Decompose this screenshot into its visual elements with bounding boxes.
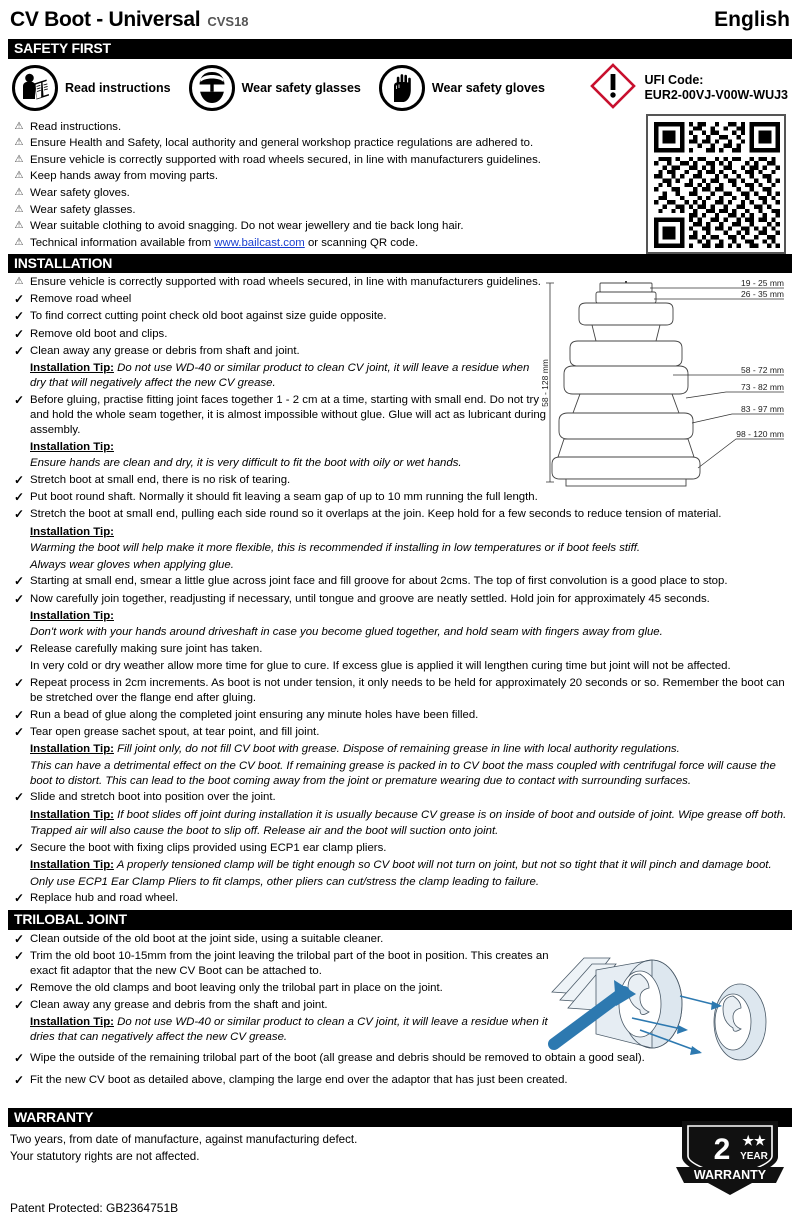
check-icon: ✓ — [13, 642, 25, 657]
section-header-warranty: WARRANTY — [8, 1108, 792, 1128]
list-item — [8, 203, 648, 218]
step-text: Clean outside of the old boot at the joint side, using a suitable cleaner. — [30, 932, 384, 945]
list-item — [8, 790, 796, 806]
step-text: Wipe the outside of the remaining trilobal part of the boot (all grease and debris should be removed to obtain a good seal). — [30, 1052, 645, 1065]
installation-list-upper — [8, 275, 548, 359]
tech-info-suffix: or scanning QR code. — [304, 236, 419, 249]
list-item — [8, 186, 648, 201]
check-icon: ✓ — [13, 707, 25, 722]
step-text: Clean away any grease and debris from the shaft and joint. — [30, 999, 328, 1012]
tip-body: Trapped air will also cause the boot to slip off. Release air and the boot will suction onto joint. — [30, 825, 499, 838]
check-icon: ✓ — [13, 1051, 25, 1066]
step-text: Remove the old clamps and boot leaving only the trilobal part in place on the joint. — [30, 981, 443, 994]
title-group — [10, 8, 249, 32]
safety-pictogram-label: Wear safety gloves — [431, 81, 545, 96]
check-icon: ✓ — [13, 489, 25, 504]
check-icon: ✓ — [13, 472, 25, 487]
safety-item-text: Wear safety gloves. — [30, 186, 130, 199]
step-text: Repeat process in 2cm increments. As boot is not under tension, it only needs to be held for approximately 20 seconds or so. Remember the boot can be stretched over the flange end after gluing. — [30, 676, 785, 704]
tip-body: A properly tensioned clamp will be tight enough so CV boot will not turn on joint, but not so tight that it will pinch and damage boot. — [113, 859, 772, 872]
list-item — [8, 136, 648, 151]
installation-tip — [8, 361, 548, 391]
installation-list-g — [8, 891, 796, 907]
step-text: Before gluing, practise fitting joint faces together 1 - 2 cm at a time, starting with small end. Do not try and hold the whole seam together, it is almost impossible without glue. Glue will act as lubricant during assembly. — [30, 393, 547, 437]
installation-tip — [8, 808, 796, 823]
tip-body: Do not use WD-40 or similar product to clean a CV joint, it will leave a residue when it dries that can negatively affect the new CV grease. — [30, 1016, 548, 1044]
installation-tip — [8, 440, 548, 455]
list-item — [8, 725, 796, 741]
read-instructions-icon — [12, 65, 58, 111]
step-text: Remove old boot and clips. — [30, 327, 168, 340]
check-icon: ✓ — [13, 392, 25, 407]
list-item — [8, 120, 648, 135]
check-icon: ✓ — [13, 998, 25, 1013]
safety-pictogram-label: Wear safety glasses — [241, 81, 361, 96]
tip-label: Installation Tip: — [30, 859, 114, 872]
ufi-code-label: UFI Code: — [644, 72, 704, 87]
installation-list-f — [8, 841, 796, 857]
ufi-code-value: EUR2-00VJ-V00W-WUJ3 — [644, 88, 788, 103]
check-icon: ✓ — [13, 507, 25, 522]
step-text: Clean away any grease or debris from shaft and joint. — [30, 345, 300, 357]
safety-pictogram-glasses — [189, 65, 361, 111]
section-header-installation: INSTALLATION — [8, 254, 792, 274]
qr-code — [646, 114, 786, 254]
exclamation-hazard-icon — [590, 63, 636, 114]
list-item — [8, 708, 796, 724]
check-icon: ✓ — [13, 949, 25, 964]
size-guide-diameter-label: 58 - 72 mm — [741, 365, 784, 376]
warning-triangle-icon: ⚠ — [14, 120, 24, 132]
step-text: Trim the old boot 10-15mm from the joint leaving the trilobal part of the boot in position. This creates an exact fit adaptor that the new CV Boot can be attached to. — [30, 950, 549, 978]
check-icon: ✓ — [13, 790, 25, 805]
list-item — [8, 169, 648, 184]
svg-text:★★: ★★ — [742, 1133, 766, 1148]
check-icon: ✓ — [13, 675, 25, 690]
list-item — [8, 292, 548, 308]
step-text: Remove road wheel — [30, 293, 132, 306]
list-item — [8, 642, 796, 658]
list-item — [8, 981, 553, 997]
warning-triangle-icon: ⚠ — [14, 236, 24, 248]
check-icon: ✓ — [13, 344, 25, 358]
tip-label: Installation Tip: — [30, 808, 114, 821]
step-text: Release carefully making sure joint has taken. — [30, 643, 263, 656]
step-text: Secure the boot with fixing clips provided using ECP1 ear clamp pliers. — [30, 841, 387, 854]
safety-pictogram-label: Read instructions — [65, 81, 171, 96]
patent-notice: Patent Protected: GB2364751B — [10, 1201, 179, 1215]
safety-item-text: Wear safety glasses. — [30, 203, 136, 216]
list-item — [8, 490, 796, 506]
installation-list-c — [8, 642, 796, 658]
safety-item-text: Ensure Health and Safety, local authority and general workshop practice regulations are adhered to. — [30, 137, 534, 150]
list-item — [8, 592, 796, 608]
check-icon: ✓ — [13, 591, 25, 606]
step-text: Slide and stretch boot into position over the joint. — [30, 791, 276, 804]
check-icon: ✓ — [13, 309, 25, 324]
size-guide-diagram — [540, 275, 792, 490]
tech-info-text — [30, 236, 648, 251]
list-item — [8, 507, 796, 523]
list-item — [8, 344, 548, 360]
warranty-line-2: Your statutory rights are not affected. — [10, 1150, 200, 1164]
warranty-badge-year: YEAR — [740, 1151, 768, 1162]
trilobal-joint-diagram — [540, 936, 790, 1071]
safety-glasses-icon — [189, 65, 235, 111]
trilobal-steps-upper — [8, 932, 553, 1046]
safety-gloves-icon — [379, 65, 425, 111]
size-guide-diameter-label: 73 - 82 mm — [741, 382, 784, 393]
warranty-badge-number: 2 — [713, 1133, 731, 1166]
tip-body: If boot slides off joint during installation it is usually because CV grease is on inside of boot and outside of joint. Wipe grease off both. — [113, 808, 787, 821]
tip-body: Ensure hands are clean and dry, it is very difficult to fit the boot with oily or wet hands. — [30, 457, 462, 470]
tip-label: Installation Tip: — [30, 362, 114, 375]
check-icon: ✓ — [13, 891, 25, 906]
installation-tip — [8, 1015, 553, 1045]
check-icon: ✓ — [13, 931, 25, 946]
warning-triangle-icon: ⚠ — [14, 153, 24, 165]
installation-list-e — [8, 790, 796, 806]
tip-body: This can have a detrimental effect on the CV boot. If remaining grease is packed in to CV boot the mass coupled with centrifugal force will cause the boot to distort. This can lead to the boot coming away from the joint or premature wearing due to contact with surrounding surfaces. — [30, 759, 776, 787]
safety-item-text: Read instructions. — [30, 120, 122, 133]
check-icon: ✓ — [13, 724, 25, 739]
list-item — [8, 574, 796, 590]
tip-body: Do not use WD-40 or similar product to clean CV joint, it will leave a residue when dry that will negatively affect the new CV grease. — [30, 362, 530, 390]
size-guide-diameter-label: 26 - 35 mm — [741, 289, 784, 300]
warning-triangle-icon: ⚠ — [14, 170, 24, 182]
step-text: Run a bead of glue along the completed joint ensuring any minute holes have been filled. — [30, 708, 479, 721]
warranty-badge — [674, 1117, 786, 1195]
installation-steps-upper — [8, 275, 548, 488]
ufi-code-text — [644, 73, 788, 104]
list-item — [8, 998, 553, 1014]
tip-body: Warming the boot will help make it more flexible, this is recommended if installing in low temperatures or if boot feels stiff. — [30, 542, 641, 555]
check-icon: ✓ — [13, 1073, 25, 1088]
product-code: CVS18 — [207, 14, 249, 29]
safety-pictogram-read-instructions — [12, 65, 171, 111]
tip-label: Installation Tip: — [30, 440, 114, 453]
trilobal-list-upper — [8, 932, 553, 1014]
warning-triangle-icon: ⚠ — [14, 137, 24, 149]
warning-triangle-icon: ⚠ — [14, 276, 24, 288]
tip-label: Installation Tip: — [30, 525, 114, 538]
tip-body: Don't work with your hands around driveshaft in case you become glued together, and hold seam with fingers away from glue. — [30, 626, 663, 639]
tip-body: Only use ECP1 Ear Clamp Pliers to fit clamps, other pliers can cut/stress the clamp leading to failure. — [30, 875, 539, 888]
document-header — [8, 6, 792, 36]
list-item — [8, 309, 548, 325]
warranty-badge-word: WARRANTY — [693, 1168, 767, 1182]
installation-list-upper-3 — [8, 473, 548, 489]
list-item — [8, 932, 553, 948]
list-item — [8, 236, 648, 251]
size-guide-diameter-label: 83 - 97 mm — [741, 404, 784, 415]
check-icon: ✓ — [13, 292, 25, 307]
safety-item-text: Ensure vehicle is correctly supported with road wheels secured, in line with manufacturers guidelines. — [30, 153, 541, 166]
tip-label: Installation Tip: — [30, 743, 114, 756]
warning-triangle-icon: ⚠ — [14, 186, 24, 198]
section-header-safety: SAFETY FIRST — [8, 39, 792, 59]
step-text: Stretch boot at small end, there is no risk of tearing. — [30, 473, 291, 486]
page-title: CV Boot - Universal — [10, 8, 201, 31]
size-guide-diameter-label: 98 - 120 mm — [736, 429, 784, 440]
installation-list-d — [8, 676, 796, 741]
list-item — [8, 473, 548, 489]
installation-tip — [8, 609, 796, 624]
tip-body: Fill joint only, do not fill CV boot with grease. Dispose of remaining grease in line with local authority regulations. — [113, 743, 680, 756]
step-text: Fit the new CV boot as detailed above, clamping the large end over the adaptor that has just been created. — [30, 1074, 568, 1087]
step-text: Tear open grease sachet spout, at tear point, and fill joint. — [30, 725, 320, 738]
step-text: Starting at small end, smear a little glue across joint face and fill groove for about 2cms. The top of first convolution is a good place to stop. — [30, 575, 728, 588]
installation-list-b — [8, 574, 796, 607]
size-guide-diameter-label: 19 - 25 mm — [741, 278, 784, 289]
size-guide-height-label: 58 - 128 mm — [540, 359, 550, 408]
installation-list-upper-2 — [8, 393, 548, 438]
check-icon: ✓ — [13, 980, 25, 995]
installation-tip — [8, 858, 796, 873]
ufi-code-block — [590, 63, 788, 114]
installation-steps-lower — [8, 490, 796, 907]
tip-label: Installation Tip: — [30, 1016, 114, 1029]
warning-triangle-icon: ⚠ — [14, 220, 24, 232]
installation-tip — [8, 525, 796, 540]
language-label: English — [714, 8, 790, 31]
safety-bullet-list — [8, 120, 648, 251]
list-item — [8, 219, 648, 234]
safety-pictogram-gloves — [379, 65, 545, 111]
step-text: Put boot round shaft. Normally it should fit leaving a seam gap of up to 10 mm running the full length. — [30, 490, 538, 503]
step-text: Replace hub and road wheel. — [30, 892, 179, 905]
list-item — [8, 676, 796, 706]
list-item — [8, 275, 548, 290]
safety-item-text: Keep hands away from moving parts. — [30, 170, 219, 183]
tip-label: Installation Tip: — [30, 609, 114, 622]
warranty-line-1: Two years, from date of manufacture, against manufacturing defect. — [10, 1133, 358, 1147]
list-item — [8, 841, 796, 857]
step-text: Stretch the boot at small end, pulling each side round so it overlaps at the join. Keep hold for a few seconds to reduce tension of material. — [30, 508, 722, 521]
warning-triangle-icon: ⚠ — [14, 203, 24, 215]
step-text: Now carefully join together, readjusting if necessary, until tongue and groove are neatly settled. Hold join for approximately 45 seconds. — [30, 592, 710, 605]
trilobal-section — [8, 932, 792, 1089]
bailcast-website-link[interactable]: www.bailcast.com — [214, 236, 305, 249]
check-icon: ✓ — [13, 840, 25, 855]
safety-pictogram-row — [8, 63, 792, 114]
tech-info-prefix: Technical information available from — [30, 236, 215, 249]
step-text: Ensure vehicle is correctly supported with road wheels secured, in line with manufacturers guidelines. — [30, 276, 541, 289]
list-item — [8, 327, 548, 343]
plain-note: In very cold or dry weather allow more time for glue to cure. If excess glue is applied it will lengthen curing time but joint will not be affected. — [30, 660, 731, 673]
installation-tip — [8, 742, 796, 757]
list-item — [8, 1073, 796, 1089]
list-item — [8, 153, 648, 168]
list-item — [8, 949, 553, 979]
check-icon: ✓ — [13, 326, 25, 341]
step-text: To find correct cutting point check old boot against size guide opposite. — [30, 310, 387, 323]
list-item — [8, 393, 548, 438]
installation-list-a — [8, 490, 796, 523]
tip-body: Always wear gloves when applying glue. — [30, 558, 234, 571]
section-header-trilobal: TRILOBAL JOINT — [8, 910, 792, 930]
installation-section — [8, 275, 792, 907]
safety-item-text: Wear suitable clothing to avoid snagging. Do not wear jewellery and tie back long hair. — [30, 220, 464, 233]
list-item — [8, 891, 796, 907]
check-icon: ✓ — [13, 574, 25, 589]
